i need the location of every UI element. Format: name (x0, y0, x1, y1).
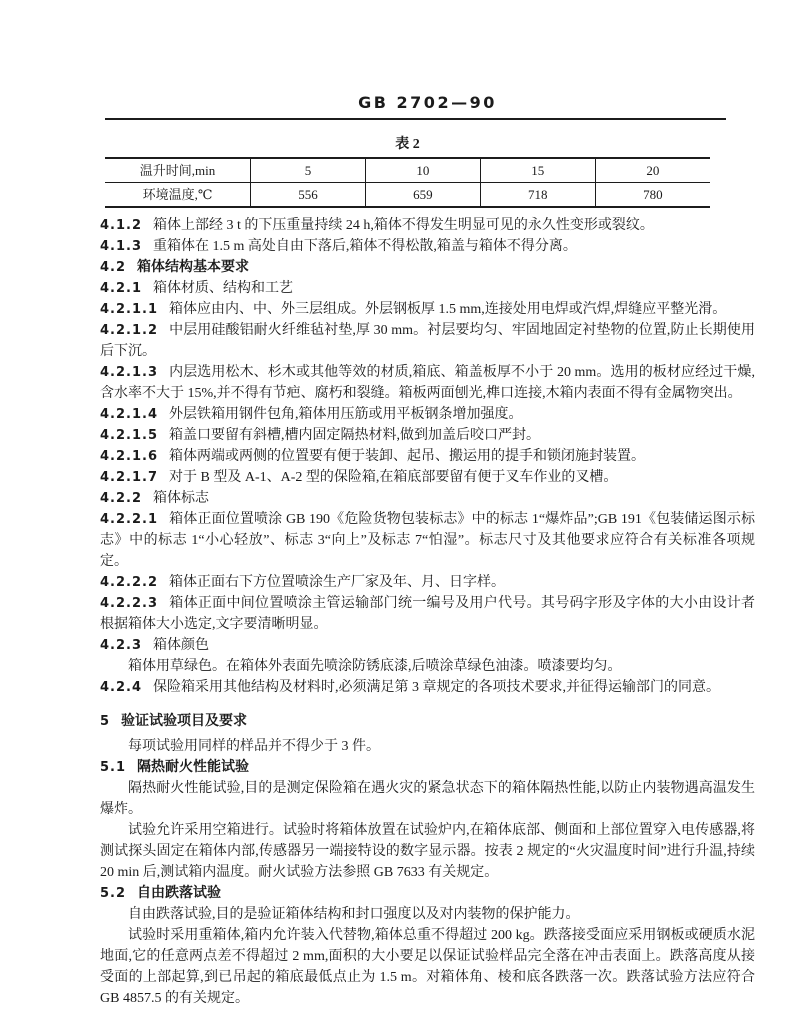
clause-5-1 (100, 757, 755, 778)
clause-text: 箱体应由内、中、外三层组成。外层钢板厚 1.5 mm,连接处用电焊或汽焊,焊缝应平整光滑。 (169, 302, 727, 317)
clause-5-2 (100, 883, 755, 904)
clause-text: 箱体上部经 3 t 的下压重量持续 24 h,箱体不得发生明显可见的永久性变形或裂纹。 (153, 218, 654, 233)
clause-text: 每项试验用同样的样品并不得少于 3 件。 (128, 739, 380, 754)
clause-4-2-1 (100, 278, 755, 299)
clause-4-2-2-2 (100, 572, 755, 593)
clause-number: 4.2.1.2 (100, 323, 158, 338)
clause-number: 4.2.2.3 (100, 596, 158, 611)
clause-number: 4.1.2 (100, 218, 143, 233)
clause-number: 4.2.1.5 (100, 428, 158, 443)
clause-4-2-1-1 (100, 299, 755, 320)
document-page (100, 0, 755, 1009)
paragraph (100, 820, 755, 883)
clause-number: 4.2.1.6 (100, 449, 158, 464)
clause-text: 箱体正面位置喷涂 GB 190《危险货物包装标志》中的标志 1“爆炸品”;GB 191《包装储运图示标志》中的标志 1“小心轻放”、标志 3“向上”及标志 7“怕湿”。标志尺寸及其他要求应符合有关标准各项规定。 (100, 512, 755, 569)
table-cell: 5 (251, 158, 366, 183)
table-cell: 718 (480, 183, 595, 208)
clause-text: 箱体颜色 (153, 638, 210, 653)
clause-text: 中层用硅酸铝耐火纤维毡衬垫,厚 30 mm。衬层要均匀、牢固地固定衬垫物的位置,防止长期使用后下沉。 (100, 323, 755, 359)
table2-caption: 表 2 (395, 137, 420, 152)
table-cell: 659 (365, 183, 480, 208)
clause-4-2-2 (100, 488, 755, 509)
clause-number: 4.2.1.7 (100, 470, 158, 485)
table2-header-row (105, 158, 710, 183)
clause-text: 箱盖口要留有斜槽,槽内固定隔热材料,做到加盖后咬口严封。 (169, 428, 540, 443)
clause-text: 箱体结构基本要求 (137, 260, 250, 275)
clause-4-2-2-1 (100, 509, 755, 572)
clause-number: 5.2 (100, 886, 127, 901)
table-cell: 10 (365, 158, 480, 183)
clause-number: 4.2.2.2 (100, 575, 158, 590)
clause-number: 4.2.3 (100, 638, 143, 653)
clause-4-2-2-3 (100, 593, 755, 635)
clause-text: 隔热耐火性能试验,目的是测定保险箱在遇火灾的紧急状态下的箱体隔热性能,以防止内装物遇高温发生爆炸。 (100, 781, 755, 817)
table-cell-row-label: 温升时间,min (105, 158, 251, 183)
table2 (105, 157, 710, 208)
clause-number: 4.2 (100, 260, 127, 275)
paragraph (100, 778, 755, 820)
clause-4-2-1-2 (100, 320, 755, 362)
table-cell: 556 (251, 183, 366, 208)
clause-4-2 (100, 257, 755, 278)
paragraph (100, 925, 755, 1009)
clause-4-2-1-4 (100, 404, 755, 425)
clause-4-2-1-3 (100, 362, 755, 404)
clause-number: 4.2.1.3 (100, 365, 158, 380)
document-body (100, 215, 755, 1009)
clause-4-2-4 (100, 677, 755, 698)
clause-4-2-3 (100, 635, 755, 656)
table-cell: 15 (480, 158, 595, 183)
header-rule (105, 118, 726, 120)
clause-4-2-1-5 (100, 425, 755, 446)
clause-text: 自由跌落试验 (137, 886, 222, 901)
clause-text: 外层铁箱用钢件包角,箱体用压筋或用平板钢条增加强度。 (169, 407, 523, 422)
clause-text: 验证试验项目及要求 (121, 714, 248, 729)
clause-number: 4.2.1.1 (100, 302, 158, 317)
clause-text: 试验允许采用空箱进行。试验时将箱体放置在试验炉内,在箱体底部、侧面和上部位置穿入电传感器,将测试探头固定在箱体内部,传感器另一端接特设的数字显示器。按表 2 规定的“火灾温度时间”进行升温,持续 20 min 后,测试箱内温度。耐火试验方法参照 GB 7633 有关规定。 (100, 823, 755, 880)
clause-text: 箱体标志 (153, 491, 210, 506)
clause-text: 自由跌落试验,目的是验证箱体结构和封口强度以及对内装物的保护能力。 (128, 907, 580, 922)
clause-text: 试验时采用重箱体,箱内允许装入代替物,箱体总重不得超过 200 kg。跌落接受面应采用钢板或硬质水泥地面,它的任意两点差不得超过 2 mm,面积的大小要足以保证试验样品完全落在冲击表面上。跌落高度从接受面的上部起算,到已吊起的箱底最低点止为 1.5 m。对箱体角、棱和底各跌落一次。跌落试验方法应符合 GB 4857.5 的有关规定。 (100, 928, 755, 1006)
clause-number: 5.1 (100, 760, 127, 775)
clause-text: 箱体用草绿色。在箱体外表面先喷涂防锈底漆,后喷涂草绿色油漆。喷漆要均匀。 (128, 659, 622, 674)
clause-text: 箱体材质、结构和工艺 (153, 281, 294, 296)
table-cell: 20 (595, 158, 710, 183)
table-cell: 780 (595, 183, 710, 208)
clause-4-1-3 (100, 236, 755, 257)
clause-text: 保险箱采用其他结构及材料时,必须满足第 3 章规定的各项技术要求,并征得运输部门的同意。 (153, 680, 721, 695)
clause-text: 箱体两端或两侧的位置要有便于装卸、起吊、搬运用的提手和锁闭施封装置。 (169, 449, 645, 464)
clause-text: 对于 B 型及 A-1、A-2 型的保险箱,在箱底部要留有便于叉车作业的叉槽。 (169, 470, 618, 485)
clause-number: 4.1.3 (100, 239, 143, 254)
clause-number: 4.2.2.1 (100, 512, 158, 527)
paragraph (100, 656, 755, 677)
clause-number: 5 (100, 714, 111, 729)
clause-number: 4.2.4 (100, 680, 143, 695)
clause-text: 重箱体在 1.5 m 高处自由下落后,箱体不得松散,箱盖与箱体不得分离。 (153, 239, 577, 254)
clause-4-2-1-7 (100, 467, 755, 488)
paragraph (100, 904, 755, 925)
paragraph (100, 736, 755, 757)
clause-4-2-1-6 (100, 446, 755, 467)
clause-5 (100, 711, 755, 732)
table2-data-row (105, 183, 710, 208)
table-cell-row-label: 环境温度,℃ (142, 187, 213, 202)
clause-number: 4.2.1 (100, 281, 143, 296)
clause-text: 箱体正面中间位置喷涂主管运输部门统一编号及用户代号。其号码字形及字体的大小由设计者根据箱体大小选定,文字要清晰明显。 (100, 596, 755, 632)
clause-text: 箱体正面右下方位置喷涂生产厂家及年、月、日字样。 (169, 575, 505, 590)
clause-number: 4.2.2 (100, 491, 143, 506)
clause-number: 4.2.1.4 (100, 407, 158, 422)
standard-code: GB 2702—90 (358, 93, 497, 112)
clause-text: 隔热耐火性能试验 (137, 760, 250, 775)
clause-4-1-2 (100, 215, 755, 236)
clause-text: 内层选用松木、杉木或其他等效的材质,箱底、箱盖板厚不小于 20 mm。选用的板材应经过干燥,含水率不大于 15%,并不得有节疤、腐朽和裂缝。箱板两面刨光,榫口连接,木箱内表面不得有金属物突出。 (100, 365, 755, 401)
